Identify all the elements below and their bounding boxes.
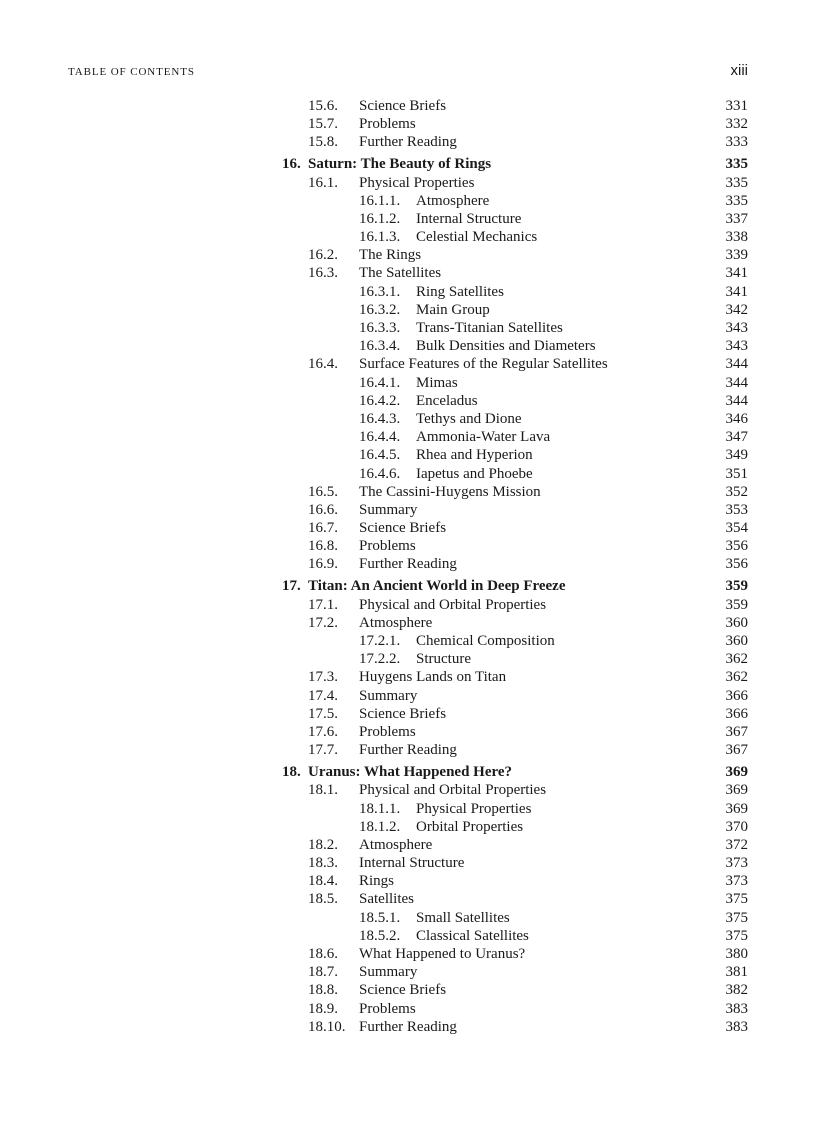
toc-entry-number: 18.1. (308, 782, 338, 799)
toc-entry-page: 343 (725, 320, 748, 337)
toc-entry-title: Science Briefs (359, 705, 447, 722)
toc-entry-title: Atmosphere (416, 192, 490, 209)
toc-entry-page: 333 (725, 134, 748, 151)
toc-entry-title: Small Satellites (416, 909, 510, 926)
toc-entry-title: Celestial Mechanics (416, 229, 538, 246)
toc-entry-number: 16.3.2. (359, 301, 401, 318)
toc-entry-number: 17.3. (308, 669, 338, 686)
toc-entry-page: 362 (725, 651, 748, 668)
toc-entry-page: 367 (725, 723, 748, 740)
toc-entry-page: 347 (725, 429, 748, 446)
toc-entry-number: 17.1. (308, 596, 338, 613)
toc-entry-number: 17.4. (308, 687, 338, 704)
running-head: TABLE OF CONTENTS (68, 66, 195, 78)
toc-entry-number: 18.6. (308, 946, 338, 963)
toc-entry-title: Science Briefs (359, 520, 447, 537)
toc-entry-title: Further Reading (359, 1018, 457, 1035)
toc-entry-page: 375 (725, 927, 748, 944)
toc-entry-page: 359 (725, 596, 748, 613)
toc-entry-title: Problems (359, 723, 416, 740)
toc-section-entry[interactable] (282, 705, 748, 723)
toc-section-entry[interactable] (282, 355, 748, 373)
toc-entry-title: Mimas (416, 374, 458, 391)
toc-entry-number: 16.5. (308, 483, 338, 500)
toc-entry-title: Chemical Composition (416, 633, 555, 650)
toc-section-entry[interactable] (282, 115, 748, 133)
toc-entry-page: 335 (725, 156, 748, 173)
toc-chapter-entry[interactable] (282, 763, 748, 781)
toc-entry-page: 381 (725, 964, 748, 981)
toc-section-entry[interactable] (282, 1018, 748, 1036)
toc-entry-page: 372 (725, 836, 748, 853)
toc-entry-title: Atmosphere (359, 614, 433, 631)
toc-entry-title: What Happened to Uranus? (359, 946, 526, 963)
toc-entry-page: 341 (725, 265, 748, 282)
toc-section-entry[interactable] (282, 410, 748, 428)
toc-entry-number: 16. (282, 156, 301, 173)
toc-entry-page: 339 (725, 247, 748, 264)
toc-entry-page: 369 (725, 782, 748, 799)
toc-entry-title: The Rings (359, 247, 422, 264)
toc-entry-number: 17.6. (308, 723, 338, 740)
toc-section-entry[interactable] (282, 246, 748, 264)
toc-section-entry[interactable] (282, 632, 748, 650)
toc-entry-title: Summary (359, 687, 418, 704)
toc-entry-number: 16.2. (308, 247, 338, 264)
toc-section-entry[interactable] (282, 945, 748, 963)
toc-entry-number: 16.1.3. (359, 229, 401, 246)
toc-entry-page: 351 (725, 465, 748, 482)
toc-entry-title: Rings (359, 873, 395, 890)
toc-entry-title: Saturn: The Beauty of Rings (308, 156, 492, 173)
table-of-contents (282, 97, 748, 1036)
toc-section-entry[interactable] (282, 596, 748, 614)
toc-entry-page: 332 (725, 116, 748, 133)
toc-entry-page: 344 (725, 356, 748, 373)
toc-entry-number: 16.4.1. (359, 374, 401, 391)
toc-section-entry[interactable] (282, 836, 748, 854)
toc-section-entry[interactable] (282, 741, 748, 759)
toc-entry-title: Trans-Titanian Satellites (416, 320, 563, 337)
toc-entry-page: 346 (725, 410, 748, 427)
toc-entry-title: Satellites (359, 891, 414, 908)
toc-entry-page: 359 (725, 578, 748, 595)
toc-entry-page: 380 (725, 946, 748, 963)
toc-entry-title: Enceladus (416, 392, 478, 409)
toc-section-entry[interactable] (282, 97, 748, 115)
toc-entry-title: Huygens Lands on Titan (359, 669, 507, 686)
toc-entry-page: 362 (725, 669, 748, 686)
toc-section-entry[interactable] (282, 228, 748, 246)
toc-entry-number: 15.7. (308, 116, 338, 133)
toc-entry-page: 366 (725, 705, 748, 722)
toc-entry-number: 16.1. (308, 174, 338, 191)
toc-section-entry[interactable] (282, 687, 748, 705)
toc-entry-number: 15.6. (308, 98, 338, 114)
toc-section-entry[interactable] (282, 428, 748, 446)
toc-entry-page: 352 (725, 483, 748, 500)
toc-section-entry[interactable] (282, 854, 748, 872)
toc-entry-number: 16.7. (308, 520, 338, 537)
toc-entry-number: 16.3.3. (359, 320, 401, 337)
toc-section-entry[interactable] (282, 650, 748, 668)
toc-section-entry[interactable] (282, 483, 748, 501)
toc-entry-title: Summary (359, 964, 418, 981)
toc-entry-number: 18. (282, 764, 301, 781)
toc-section-entry[interactable] (282, 981, 748, 999)
toc-entry-number: 18.5. (308, 891, 338, 908)
toc-entry-page: 360 (725, 633, 748, 650)
toc-section-entry[interactable] (282, 909, 748, 927)
toc-entry-number: 16.8. (308, 538, 338, 555)
toc-entry-page: 338 (725, 229, 748, 246)
toc-chapter-entry[interactable] (282, 577, 748, 595)
toc-entry-title: Orbital Properties (416, 818, 524, 835)
toc-entry-title: The Satellites (359, 265, 442, 282)
toc-entry-number: 17.7. (308, 742, 338, 759)
toc-entry-title: Summary (359, 501, 418, 518)
toc-entry-title: Physical Properties (416, 800, 532, 817)
toc-entry-page: 366 (725, 687, 748, 704)
toc-entry-title: Ring Satellites (416, 283, 504, 300)
toc-entry-page: 382 (725, 982, 748, 999)
toc-entry-page: 337 (725, 210, 748, 227)
toc-entry-number: 18.10. (308, 1018, 346, 1035)
toc-entry-title: Further Reading (359, 742, 457, 759)
toc-entry-number: 17.2.1. (359, 633, 401, 650)
toc-section-entry[interactable] (282, 818, 748, 836)
toc-section-entry[interactable] (282, 872, 748, 890)
toc-entry-number: 16.1.2. (359, 210, 401, 227)
toc-entry-page: 370 (725, 818, 748, 835)
toc-entry-title: Iapetus and Phoebe (416, 465, 533, 482)
toc-entry-number: 16.3.1. (359, 283, 401, 300)
toc-entry-number: 16.4.4. (359, 429, 401, 446)
toc-entry-number: 17.5. (308, 705, 338, 722)
toc-entry-page: 331 (725, 98, 748, 114)
toc-chapter-entry[interactable] (282, 155, 748, 173)
toc-entry-title: Internal Structure (416, 210, 522, 227)
toc-entry-title: Atmosphere (359, 836, 433, 853)
toc-entry-page: 373 (725, 873, 748, 890)
toc-entry-page: 341 (725, 283, 748, 300)
toc-section-entry[interactable] (282, 614, 748, 632)
toc-entry-title: Problems (359, 1000, 416, 1017)
toc-entry-title: Main Group (416, 301, 490, 318)
toc-entry-page: 375 (725, 891, 748, 908)
toc-entry-page: 335 (725, 192, 748, 209)
toc-entry-number: 16.4.5. (359, 447, 401, 464)
toc-entry-page: 344 (725, 392, 748, 409)
toc-entry-page: 369 (725, 800, 748, 817)
toc-entry-number: 16.6. (308, 501, 338, 518)
toc-section-entry[interactable] (282, 392, 748, 410)
toc-entry-title: Ammonia-Water Lava (416, 429, 551, 446)
toc-entry-number: 18.1.2. (359, 818, 401, 835)
toc-section-entry[interactable] (282, 1000, 748, 1018)
toc-section-entry[interactable] (282, 337, 748, 355)
toc-section-entry[interactable] (282, 465, 748, 483)
toc-entry-title: The Cassini-Huygens Mission (359, 483, 541, 500)
toc-entry-number: 16.3. (308, 265, 338, 282)
toc-entry-page: 375 (725, 909, 748, 926)
toc-entry-number: 18.9. (308, 1000, 338, 1017)
toc-entry-number: 18.3. (308, 855, 338, 872)
toc-section-entry[interactable] (282, 890, 748, 908)
toc-section-entry[interactable] (282, 374, 748, 392)
toc-section-entry[interactable] (282, 723, 748, 741)
toc-entry-page: 373 (725, 855, 748, 872)
toc-entry-number: 16.4.2. (359, 392, 401, 409)
toc-section-entry[interactable] (282, 927, 748, 945)
toc-entry-number: 16.3.4. (359, 338, 401, 355)
toc-entry-number: 18.2. (308, 836, 338, 853)
toc-entry-number: 16.4.3. (359, 410, 401, 427)
toc-entry-number: 18.8. (308, 982, 338, 999)
toc-section-entry[interactable] (282, 781, 748, 799)
toc-section-entry[interactable] (282, 264, 748, 282)
toc-entry-title: Rhea and Hyperion (416, 447, 533, 464)
toc-section-entry[interactable] (282, 210, 748, 228)
toc-section-entry[interactable] (282, 519, 748, 537)
toc-entry-number: 18.4. (308, 873, 338, 890)
toc-section-entry[interactable] (282, 192, 748, 210)
toc-entry-page: 344 (725, 374, 748, 391)
toc-entry-title: Science Briefs (359, 98, 447, 114)
toc-entry-page: 383 (725, 1018, 748, 1035)
toc-entry-page: 349 (725, 447, 748, 464)
toc-section-entry[interactable] (282, 446, 748, 464)
toc-entry-page: 354 (725, 520, 748, 537)
toc-section-entry[interactable] (282, 963, 748, 981)
toc-entry-title: Problems (359, 116, 416, 133)
toc-entry-title: Classical Satellites (416, 927, 529, 944)
toc-entry-title: Bulk Densities and Diameters (416, 338, 596, 355)
toc-entry-number: 16.4.6. (359, 465, 401, 482)
toc-entry-number: 16.1.1. (359, 192, 401, 209)
toc-entry-number: 17.2. (308, 614, 338, 631)
toc-section-entry[interactable] (282, 555, 748, 573)
toc-entry-title: Physical Properties (359, 174, 475, 191)
toc-entry-title: Internal Structure (359, 855, 465, 872)
toc-entry-number: 18.7. (308, 964, 338, 981)
page-number: xiii (730, 62, 748, 79)
toc-section-entry[interactable] (282, 283, 748, 301)
toc-entry-title: Further Reading (359, 134, 457, 151)
toc-entry-title: Structure (416, 651, 471, 668)
toc-entry-title: Uranus: What Happened Here? (308, 764, 513, 781)
toc-entry-page: 369 (725, 764, 748, 781)
toc-entry-title: Science Briefs (359, 982, 447, 999)
toc-entry-title: Physical and Orbital Properties (359, 596, 547, 613)
toc-entry-number: 15.8. (308, 134, 338, 151)
toc-entry-title: Further Reading (359, 556, 457, 573)
toc-entry-number: 16.4. (308, 356, 338, 373)
toc-entry-page: 335 (725, 174, 748, 191)
toc-entry-page: 353 (725, 501, 748, 518)
toc-entry-number: 17.2.2. (359, 651, 401, 668)
toc-entry-number: 16.9. (308, 556, 338, 573)
toc-entry-page: 383 (725, 1000, 748, 1017)
toc-entry-title: Surface Features of the Regular Satellites (359, 356, 608, 373)
toc-entry-page: 342 (725, 301, 748, 318)
toc-entry-page: 343 (725, 338, 748, 355)
toc-section-entry[interactable] (282, 800, 748, 818)
toc-entry-page: 356 (725, 538, 748, 555)
toc-entry-page: 356 (725, 556, 748, 573)
toc-section-entry[interactable] (282, 501, 748, 519)
toc-section-entry[interactable] (282, 174, 748, 192)
toc-entry-title: Tethys and Dione (416, 410, 522, 427)
toc-entry-title: Problems (359, 538, 416, 555)
toc-entry-number: 18.5.2. (359, 927, 401, 944)
toc-entry-number: 17. (282, 578, 301, 595)
toc-entry-title: Titan: An Ancient World in Deep Freeze (308, 578, 566, 595)
toc-section-entry[interactable] (282, 319, 748, 337)
toc-entry-number: 18.5.1. (359, 909, 401, 926)
toc-section-entry[interactable] (282, 537, 748, 555)
toc-entry-page: 360 (725, 614, 748, 631)
toc-section-entry[interactable] (282, 133, 748, 151)
toc-entry-title: Physical and Orbital Properties (359, 782, 547, 799)
toc-entry-page: 367 (725, 742, 748, 759)
toc-section-entry[interactable] (282, 301, 748, 319)
toc-section-entry[interactable] (282, 668, 748, 686)
toc-entry-number: 18.1.1. (359, 800, 401, 817)
